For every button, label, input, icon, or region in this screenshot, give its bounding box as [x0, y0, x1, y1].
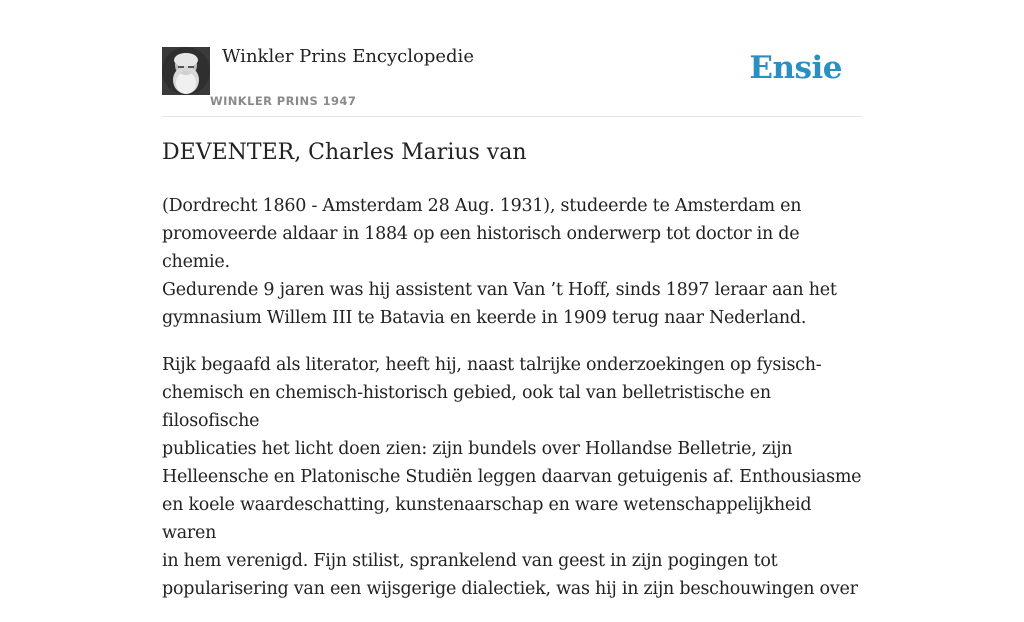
- article-title: DEVENTER, Charles Marius van: [162, 140, 527, 165]
- source-avatar[interactable]: [162, 47, 210, 95]
- paragraph-line: Helleensche en Platonische Studiën leggen daarvan getuigenis af. Enthousiasme: [162, 467, 862, 487]
- paragraph-line: Rijk begaafd als literator, heeft hij, naast talrijke onderzoekingen op fysisch-: [162, 355, 822, 375]
- bearded-man-portrait-icon: [162, 47, 210, 95]
- source-header: [162, 0, 862, 117]
- paragraph-line: chemisch en chemisch-historisch gebied, ook tal van belletristische en filosofische: [162, 383, 771, 431]
- article-container: [162, 0, 862, 599]
- source-subtitle: WINKLER PRINS 1947: [210, 94, 357, 108]
- article-paragraph: [162, 351, 862, 603]
- paragraph-line: en koele waardeschatting, kunstenaarschap en ware wetenschappelijkheid waren: [162, 495, 812, 543]
- ensie-logo[interactable]: Ensie: [749, 50, 842, 86]
- paragraph-line: Gedurende 9 jaren was hij assistent van Van ’t Hoff, sinds 1897 leraar aan het: [162, 280, 837, 300]
- paragraph-line: (Dordrecht 1860 - Amsterdam 28 Aug. 1931), studeerde te Amsterdam en: [162, 196, 802, 216]
- article-paragraph: [162, 192, 862, 332]
- paragraph-line: gymnasium Willem III te Batavia en keerde in 1909 terug naar Nederland.: [162, 308, 807, 328]
- paragraph-line: popularisering van een wijsgerige dialectiek, was hij in zijn beschouwingen over: [162, 579, 858, 599]
- paragraph-line: in hem verenigd. Fijn stilist, sprankelend van geest in zijn pogingen tot: [162, 551, 778, 571]
- article-body: [162, 192, 862, 622]
- source-title[interactable]: Winkler Prins Encyclopedie: [222, 46, 474, 67]
- paragraph-line: publicaties het licht doen zien: zijn bundels over Hollandse Belletrie, zijn: [162, 439, 793, 459]
- paragraph-line: promoveerde aldaar in 1884 op een historisch onderwerp tot doctor in de chemie.: [162, 224, 800, 272]
